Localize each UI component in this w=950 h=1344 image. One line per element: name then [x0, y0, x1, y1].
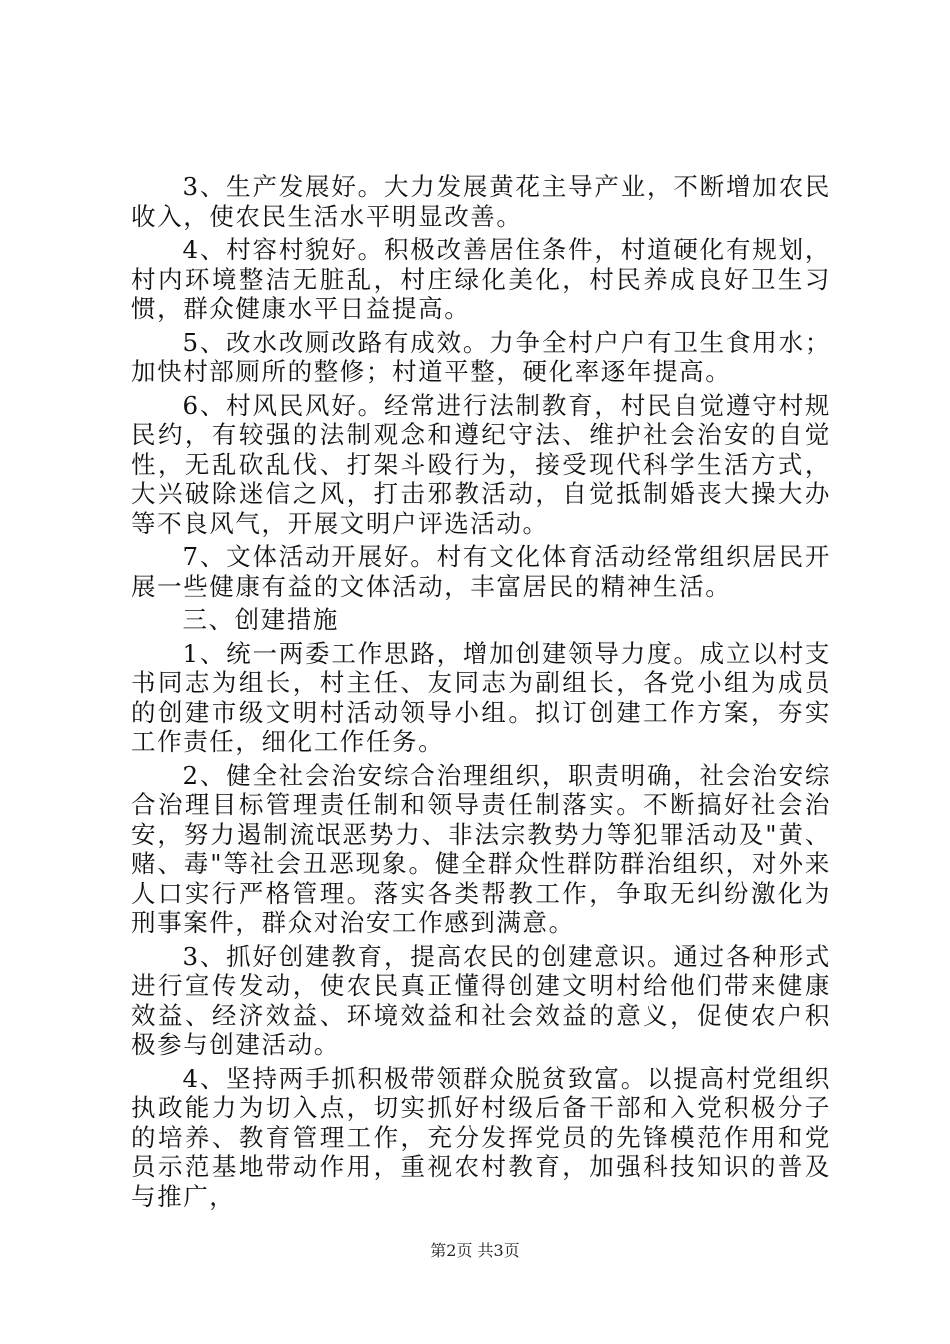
paragraph-education: 3、抓好创建教育，提高农民的创建意识。通过各种形式进行宣传发动，使农民真正懂得创建文明村给他们带来健康效益、经济效益、环境效益和社会效益的意义，促使农户积极参与创建活动。 [131, 941, 831, 1059]
paragraph-village-customs: 6、村风民风好。经常进行法制教育，村民自觉遵守村规民约，有较强的法制观念和遵纪守法、维护社会治安的自觉性，无乱砍乱伐、打架斗殴行为，接受现代科学生活方式，大兴破除迷信之风，打击邪教活动，自觉抵制婚丧大操大办等不良风气，开展文明户评选活动。 [131, 390, 831, 538]
paragraph-poverty-alleviation: 4、坚持两手抓积极带领群众脱贫致富。以提高村党组织执政能力为切入点，切实抓好村级后备干部和入党积极分子的培养、教育管理工作，充分发挥党员的先锋模范作用和党员示范基地带动作用，重视农村教育，加强科技知识的普及与推广， [131, 1063, 831, 1211]
paragraph-production: 3、生产发展好。大力发展黄花主导产业，不断增加农民收入，使农民生活水平明显改善。 [131, 172, 831, 231]
paragraph-water-toilet-road: 5、改水改厕改路有成效。力争全村户户有卫生食用水；加快村部厕所的整修；村道平整，硬化率逐年提高。 [131, 327, 831, 386]
paragraph-public-security: 2、健全社会治安综合治理组织，职责明确，社会治安综合治理目标管理责任制和领导责任制落实。不断搞好社会治安，努力遏制流氓恶势力、非法宗教势力等犯罪活动及"黄、赌、毒"等社会丑恶现象。健全群众性群防群治组织，对外来人口实行严格管理。落实各类帮教工作，争取无纠纷激化为刑事案件，群众对治安工作感到满意。 [131, 760, 831, 937]
paragraph-leadership: 1、统一两委工作思路，增加创建领导力度。成立以村支书同志为组长，村主任、友同志为副组长，各党小组为成员的创建市级文明村活动领导小组。拟订创建工作方案，夯实工作责任，细化工作任务。 [131, 638, 831, 756]
section-heading-measures: 三、创建措施 [182, 605, 340, 634]
page-footer: 第2页 共3页 [430, 1241, 520, 1260]
paragraph-culture-sports: 7、文体活动开展好。村有文化体育活动经常组织居民开展一些健康有益的文体活动，丰富居民的精神生活。 [131, 542, 831, 601]
document-body [131, 172, 831, 1215]
paragraph-village-appearance: 4、村容村貌好。积极改善居住条件，村道硬化有规划，村内环境整洁无脏乱，村庄绿化美化，村民养成良好卫生习惯，群众健康水平日益提高。 [131, 235, 831, 323]
